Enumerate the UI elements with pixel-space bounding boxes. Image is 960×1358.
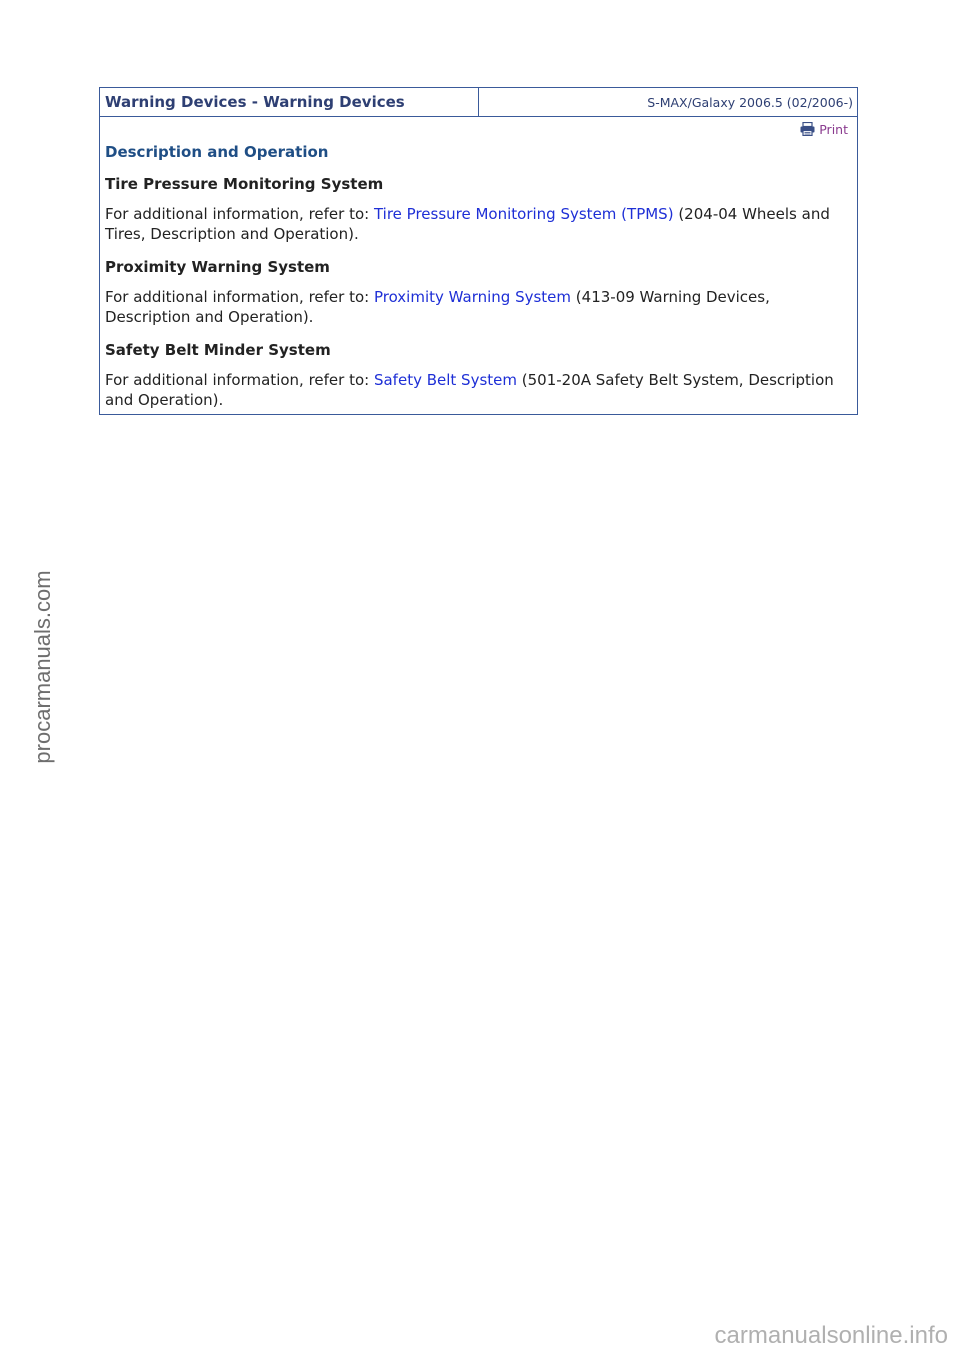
- page-title: Warning Devices - Warning Devices: [100, 88, 479, 116]
- ref-prefix: For additional information, refer to:: [105, 288, 374, 306]
- bottom-watermark: carmanualsonline.info: [714, 1322, 948, 1349]
- ref-suffix: (413-09 Warning Devices, Description and Operation).: [105, 288, 770, 326]
- subsection-title-safety-belt: Safety Belt Minder System: [105, 341, 331, 359]
- printer-icon: [800, 122, 815, 136]
- link-safety-belt[interactable]: Safety Belt System: [373, 371, 517, 389]
- ref-suffix: (204-04 Wheels and Tires, Description and Operation).: [105, 205, 830, 243]
- paragraph-safety-belt: [105, 370, 852, 410]
- paragraph-tpms: [105, 204, 852, 244]
- print-button[interactable]: [105, 117, 852, 138]
- content-area: [100, 117, 857, 414]
- model-label: S-MAX/Galaxy 2006.5 (02/2006-): [647, 95, 853, 110]
- side-watermark: procarmanuals.com: [30, 570, 55, 764]
- link-tpms[interactable]: Tire Pressure Monitoring System (TPMS): [373, 205, 674, 223]
- ref-prefix: For additional information, refer to:: [105, 371, 374, 389]
- link-proximity-warning[interactable]: Proximity Warning System: [373, 288, 572, 306]
- header-row: [100, 88, 857, 117]
- subsection-title-tpms: Tire Pressure Monitoring System: [105, 175, 384, 193]
- print-label: Print: [819, 122, 848, 137]
- document-frame: [99, 87, 858, 415]
- paragraph-proximity: [105, 287, 852, 327]
- ref-suffix: (501-20A Safety Belt System, Description and Operation).: [105, 371, 834, 409]
- section-heading: Description and Operation: [105, 143, 329, 161]
- ref-prefix: For additional information, refer to:: [105, 205, 374, 223]
- subsection-title-proximity: Proximity Warning System: [105, 258, 330, 276]
